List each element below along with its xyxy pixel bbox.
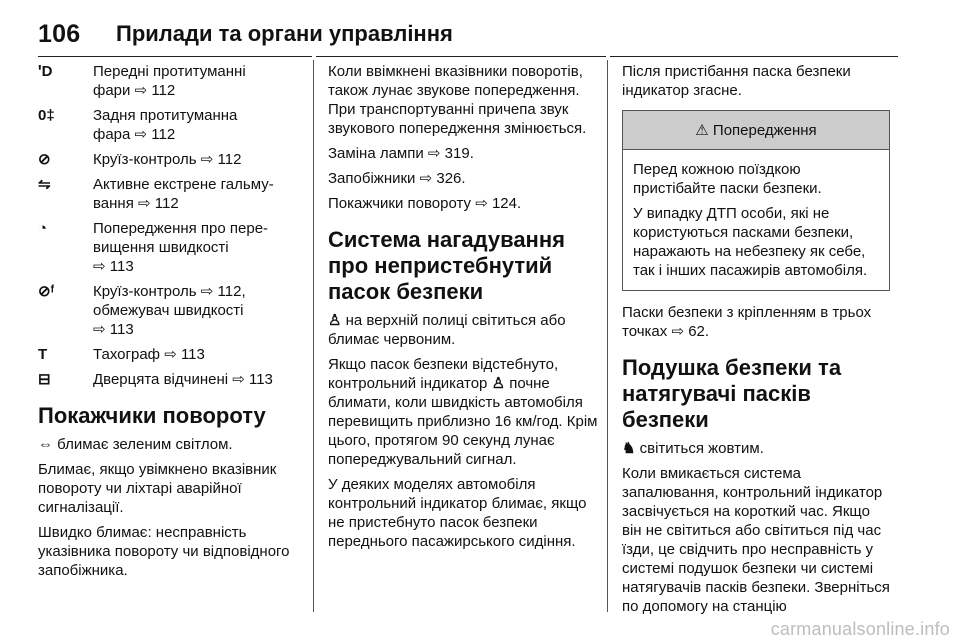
page-ref-link[interactable]: 113	[109, 321, 134, 338]
body-text: Швидко блимає: несправність указівника повороту чи відповідного запобіжника.	[38, 524, 290, 579]
column-1	[38, 62, 308, 586]
warning-icon: ⚠	[695, 122, 709, 139]
indicator-row: T Тахограф ⇨ 113	[38, 346, 205, 363]
seatbelt-icon: ♙	[491, 375, 506, 392]
warning-header: ⚠ Попередження	[623, 111, 889, 150]
page-ref-link[interactable]: 113	[180, 346, 205, 363]
warning-body	[623, 150, 889, 290]
indicator-row: ⊟ Дверцята відчинені ⇨ 113	[38, 371, 273, 388]
rear-fog-light-icon: 0‡	[38, 107, 55, 124]
body-text: Запобіжники ⇨ 326.	[328, 170, 466, 187]
front-fog-lights-icon: ꞌD	[38, 63, 53, 80]
body-text: Після пристібання паска безпеки індикатор згасне.	[622, 63, 851, 99]
body-text: Блимає, якщо увімкнено вказівник повороту чи ліхтарі аварійної сигналізації.	[38, 461, 277, 516]
indicator-row: ꞌD Передні протитуманні фари ⇨ 112	[38, 63, 246, 99]
ref-arrow-icon: ⇨	[164, 346, 177, 363]
ref-arrow-icon: ⇨	[93, 321, 106, 338]
column-3	[622, 62, 890, 622]
body-text: ♞ світиться жовтим.	[622, 440, 764, 457]
body-text: ⇔ блимає зеленим світлом.	[38, 436, 233, 453]
header-rule	[610, 56, 898, 57]
seatbelt-icon: ♙	[328, 312, 342, 329]
page-ref-link[interactable]: 319.	[444, 145, 474, 162]
page-number: 106	[38, 20, 81, 48]
ref-arrow-icon: ⇨	[419, 170, 433, 187]
emergency-braking-icon: ⇋	[38, 176, 51, 193]
page-ref-link[interactable]: 112	[151, 126, 176, 143]
body-text: ♙ на верхній полиці світиться або блимає червоним.	[328, 312, 566, 348]
page-ref-link[interactable]: 113	[248, 371, 273, 388]
column-divider	[313, 60, 314, 612]
page-header	[38, 20, 928, 50]
indicator-row: ⊘ᶠ Круїз-контроль ⇨ 112, обмежувач швидкості ⇨ 113	[38, 283, 246, 338]
warning-text: Перед кожною поїздкою пристібайте паски безпеки.	[633, 161, 822, 197]
ref-arrow-icon: ⇨	[671, 323, 685, 340]
header-rule	[316, 56, 606, 57]
page-ref-link[interactable]: 124.	[491, 195, 522, 212]
body-text: Покажчики повороту ⇨ 124.	[328, 195, 522, 212]
header-rule	[38, 56, 312, 57]
body-text: У деяких моделях автомобіля контрольний індикатор блимає, якщо не пристебнуто пасок безпеки переднього пасажирського сидіння.	[328, 476, 587, 550]
ref-arrow-icon: ⇨	[200, 151, 214, 168]
section-heading: Система нагадування про непристебнутий пасок безпеки	[328, 227, 565, 304]
page-ref-link[interactable]: 326.	[436, 170, 466, 187]
page-title: Прилади та органи управління	[116, 21, 453, 46]
turn-signal-icon: ⇔	[38, 436, 53, 453]
cruise-limiter-icon: ⊘ᶠ	[38, 283, 55, 300]
ref-arrow-icon: ⇨	[475, 195, 488, 212]
ref-arrow-icon: ⇨	[134, 126, 148, 143]
indicator-row: 0‡ Задня протитуманна фара ⇨ 112	[38, 107, 238, 143]
body-text: Паски безпеки з кріпленням в трьох точках ⇨ 62.	[622, 304, 872, 340]
watermark: carmanualsonline.info	[770, 619, 950, 639]
indicator-row: ⇋ Активне екстрене гальму- вання ⇨ 112	[38, 176, 274, 212]
ref-arrow-icon: ⇨	[134, 82, 148, 99]
body-text: Якщо пасок безпеки відстебнуто, контрольний індикатор ♙ почне блимати, коли швидкість автомобіля перевищить приблизно 16 км/год. Крім цього, протягом 90 секунд лунає попереджувальний сигнал.	[328, 356, 598, 468]
warning-text: У випадку ДТП особи, які не користуються пасками безпеки, наражають на небезпеку як себе, так і інших пасажирів автомобіля.	[633, 205, 868, 279]
ref-arrow-icon: ⇨	[427, 145, 441, 162]
body-text: Заміна лампи ⇨ 319.	[328, 145, 474, 162]
ref-arrow-icon: ⇨	[138, 195, 151, 212]
body-text: Коли вмикається система запалювання, контрольний індикатор засвічується на короткий час. Якщо він не світиться або світиться під час їзди, це свідчить про несправність у системі подушок безпеки чи системі натягувачів пасків безпеки. Зверніться по допомогу на станцію	[622, 465, 890, 615]
section-heading: Покажчики повороту	[38, 403, 266, 428]
body-text: Коли ввімкнені вказівники поворотів, також лунає звукове попередження. При транспортуванні причепа звук звукового попередження змінюється.	[328, 63, 587, 137]
ref-arrow-icon: ⇨	[232, 371, 245, 388]
column-divider	[607, 60, 608, 612]
indicator-row: ◔ Попередження про пере- вищення швидкості ⇨ 113	[38, 220, 269, 275]
cruise-control-icon: ⊘	[38, 151, 51, 168]
page-ref-link[interactable]: 112	[154, 195, 179, 212]
tachograph-icon: T	[38, 346, 48, 363]
ref-arrow-icon: ⇨	[93, 258, 106, 275]
airbag-icon: ♞	[622, 440, 636, 457]
ref-arrow-icon: ⇨	[200, 283, 214, 300]
page-ref-link[interactable]: 112	[217, 151, 242, 168]
warning-box	[622, 110, 890, 291]
indicator-row: ⊘ Круїз-контроль ⇨ 112	[38, 151, 242, 168]
page-ref-link[interactable]: 112	[151, 82, 176, 99]
page-ref-link[interactable]: 62.	[688, 323, 710, 340]
speed-warning-icon: ◔	[38, 220, 48, 237]
section-heading: Подушка безпеки та натягувачі пасків безпеки	[622, 355, 842, 432]
page-ref-link[interactable]: 113	[109, 258, 134, 275]
column-2	[328, 62, 600, 557]
page-ref-link[interactable]: 112,	[217, 283, 246, 300]
door-open-icon: ⊟	[38, 371, 51, 388]
